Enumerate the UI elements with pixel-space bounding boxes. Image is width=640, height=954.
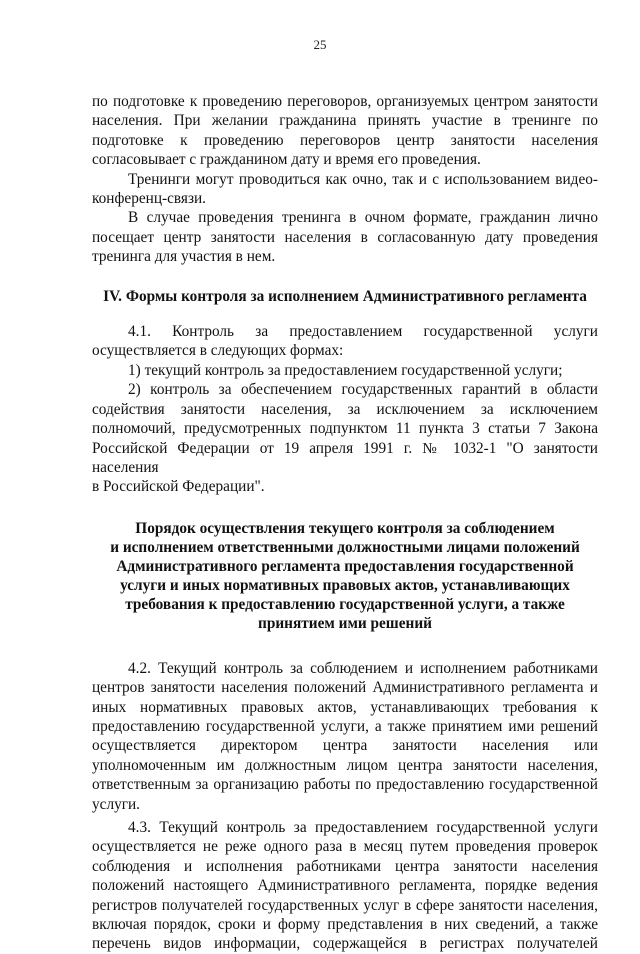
heading-line: и исполнением ответственными должностными лицами положений [110, 538, 580, 556]
page-number: 25 [313, 37, 327, 52]
text-line: услуги. [92, 795, 141, 813]
text-line: ответственным за организацию работы по предоставлению государственной [92, 776, 598, 794]
text-line: 4.3. Текущий контроль за предоставлением государственной услуги [128, 818, 598, 836]
heading-line: требования к предоставлению государственной услуги, а также [125, 595, 565, 613]
text-line: тренинга для участия в нем. [92, 248, 276, 266]
text-line: осуществляется директором центра занятости населения или [92, 737, 598, 755]
paragraph-intro-3 [92, 208, 598, 266]
text-line: Российской Федерации от 19 апреля 1991 г. № 1032-1 "О занятости населения [92, 439, 598, 476]
text-line: уполномоченным им должностным лицом центра занятости населения, [92, 756, 598, 774]
heading-line: услуги и иных нормативных правовых актов, устанавливающих [120, 576, 570, 594]
paragraph-4-1 [92, 322, 598, 361]
text-line: перечень видов информации, содержащейся в регистрах получателей [92, 935, 598, 953]
text-line: положений настоящего Административного регламента, порядке ведения [92, 877, 598, 895]
text-line: 1) текущий контроль за предоставлением государственной услуги; [128, 361, 563, 379]
text-line: 2) контроль за обеспечением государственных гарантий в области [128, 381, 598, 399]
text-line: подготовке к проведению переговоров центр занятости населения [92, 131, 598, 149]
text-line: Тренинги могут проводиться как очно, так и с использованием видео- [128, 170, 598, 188]
text-line: конференц-связи. [92, 190, 206, 208]
text-line: иных нормативных правовых актов, устанавливающих требования к [92, 698, 598, 716]
heading-line: Порядок осуществления текущего контроля за соблюдением [135, 519, 555, 537]
document-body [92, 92, 598, 954]
section-heading: IV. Формы контроля за исполнением Административного регламента [103, 287, 587, 305]
paragraph-intro-1 [92, 92, 598, 170]
text-line: соблюдения и исполнения работниками центра занятости населения [92, 857, 598, 875]
subsection-heading [92, 519, 598, 633]
heading-line: Административного регламента предоставления государственной [116, 557, 574, 575]
text-line: В случае проведения тренинга в очном формате, гражданин лично [128, 209, 598, 227]
paragraph-4-3 [92, 818, 598, 954]
paragraph-intro-2 [92, 170, 598, 209]
text-line: в Российской Федерации". [92, 478, 265, 496]
text-line: центров занятости населения положений Административного регламента и [92, 679, 598, 697]
text-line: предоставлению государственной услуги, а также принятием ими решений [92, 717, 598, 735]
heading-line: принятием ими решений [258, 614, 432, 632]
list-item-2 [92, 380, 598, 496]
text-line: включая порядок, сроки и форму представления в них сведений, а также [92, 916, 598, 933]
text-line: населения. При желании гражданина принять участие в тренинге по [92, 112, 598, 130]
text-line: полномочий, предусмотренных подпунктом 11 пункта 3 статьи 7 Закона [92, 420, 598, 438]
text-line: согласовывает с гражданином дату и время его проведения. [92, 151, 481, 169]
list-item-1 [92, 361, 598, 380]
text-line: посещает центр занятости населения в согласованную дату проведения [92, 228, 598, 246]
text-line: регистров получателей государственных услуг в сфере занятости населения, [92, 896, 598, 914]
text-line: содействия занятости населения, за исключением за исключением [92, 400, 598, 418]
text-line: осуществляется не реже одного раза в месяц путем проведения проверок [92, 838, 598, 856]
text-line: по подготовке к проведению переговоров, организуемых центром занятости [92, 93, 598, 110]
text-line: осуществляется в следующих формах: [92, 342, 344, 360]
text-line: 4.2. Текущий контроль за соблюдением и исполнением работниками [128, 659, 598, 677]
text-line: 4.1. Контроль за предоставлением государственной услуги [128, 323, 598, 341]
paragraph-4-2 [92, 659, 598, 814]
